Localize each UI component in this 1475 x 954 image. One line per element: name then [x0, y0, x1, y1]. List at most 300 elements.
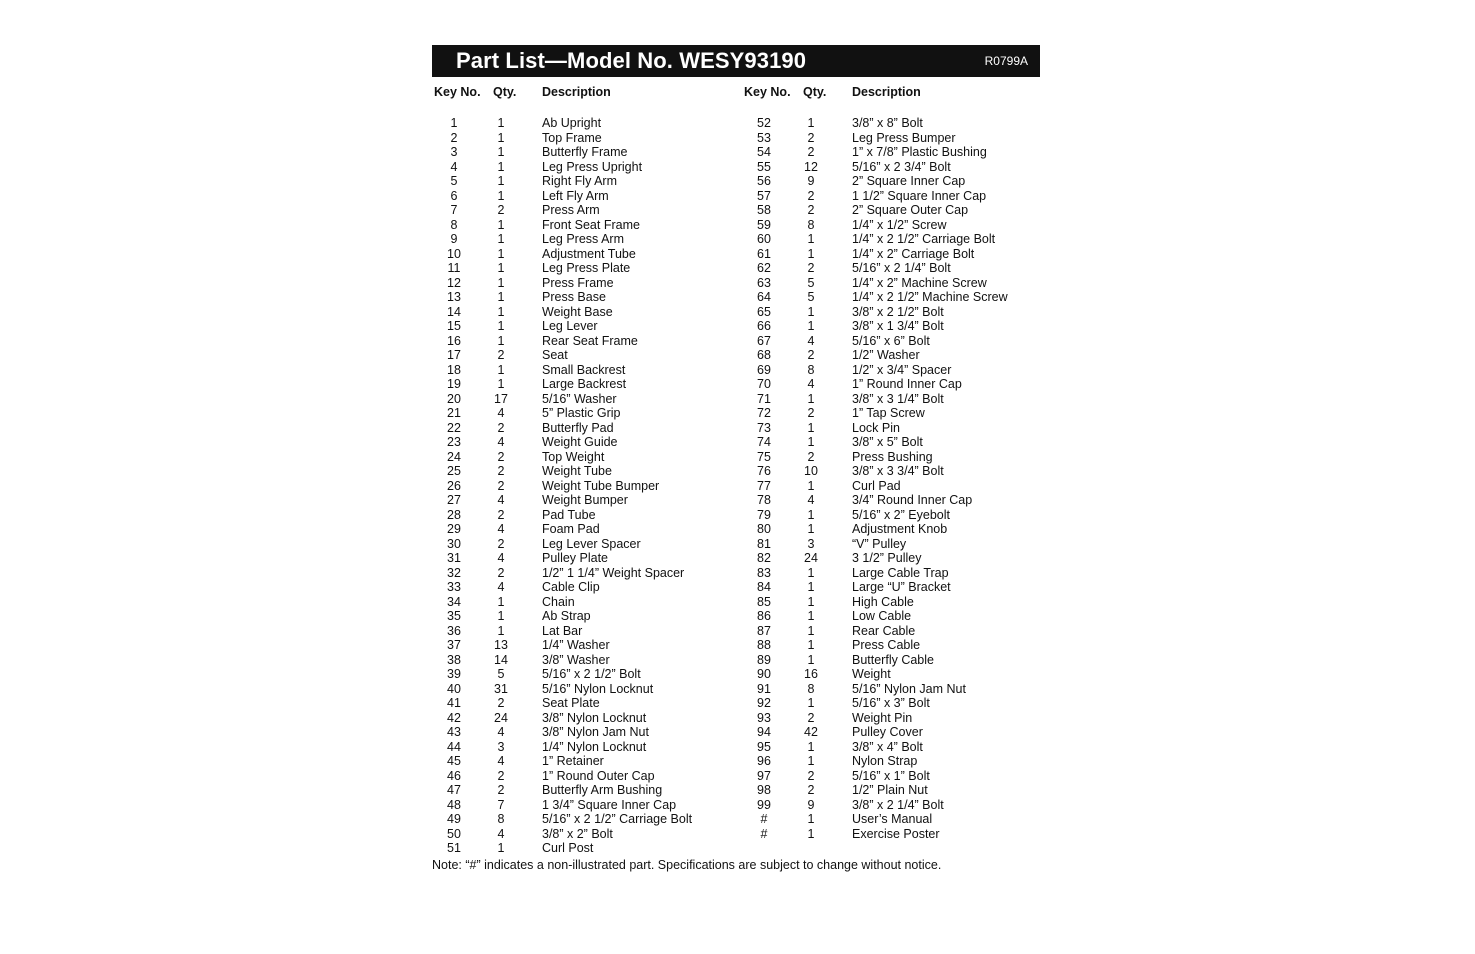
table-row — [432, 290, 732, 305]
table-row — [742, 812, 1042, 827]
table-row — [432, 595, 732, 610]
qty-cell: 4 — [497, 725, 505, 739]
qty-cell: 2 — [807, 145, 815, 159]
table-row — [742, 276, 1042, 291]
qty-cell: 1 — [497, 319, 505, 333]
qty-cell: 1 — [497, 609, 505, 623]
table-row — [742, 348, 1042, 363]
description-cell: Butterfly Cable — [852, 652, 934, 667]
description-cell: 3/8” x 2 1/2” Bolt — [852, 304, 944, 319]
key-no-cell: 39 — [447, 667, 461, 681]
qty-cell: 1 — [807, 826, 815, 841]
key-no-cell: 20 — [447, 391, 461, 406]
key-no-cell: 43 — [447, 725, 461, 739]
key-no-cell: 47 — [447, 783, 461, 797]
qty-cell: 1 — [807, 319, 815, 333]
key-no-cell: 83 — [757, 565, 771, 580]
qty-cell: 4 — [497, 406, 505, 420]
table-row — [742, 493, 1042, 508]
qty-cell: 2 — [807, 188, 815, 203]
key-no-cell: 30 — [447, 536, 461, 551]
description-cell: 3/4” Round Inner Cap — [852, 493, 973, 507]
qty-cell: 1 — [807, 420, 815, 435]
qty-header: Qty. — [803, 85, 827, 99]
qty-cell: 2 — [497, 507, 505, 522]
table-row — [432, 421, 732, 436]
table-row — [432, 131, 732, 146]
table-row — [432, 653, 732, 668]
key-no-cell: 1 — [450, 116, 458, 130]
description-cell: Weight Base — [542, 304, 613, 319]
table-row — [742, 508, 1042, 523]
table-row — [742, 189, 1042, 204]
table-row — [432, 711, 732, 726]
description-cell: 1 3/4” Square Inner Cap — [542, 797, 677, 812]
qty-cell: 1 — [807, 304, 815, 319]
qty-cell: 8 — [807, 217, 815, 232]
key-no-cell: # — [760, 812, 768, 826]
key-no-cell: 68 — [757, 348, 771, 362]
key-no-cell: 42 — [447, 710, 461, 725]
key-no-cell: 14 — [447, 304, 461, 319]
key-no-cell: 46 — [447, 768, 461, 783]
parts-rows-left — [432, 116, 732, 856]
key-no-cell: # — [760, 826, 768, 841]
key-no-cell: 72 — [757, 406, 771, 420]
key-no-cell: 36 — [447, 623, 461, 638]
table-row — [432, 609, 732, 624]
table-row — [742, 711, 1042, 726]
table-row — [432, 174, 732, 189]
key-no-cell: 67 — [757, 333, 771, 348]
table-row — [742, 218, 1042, 233]
qty-cell: 2 — [497, 449, 505, 464]
qty-cell: 2 — [497, 348, 505, 362]
qty-cell: 1 — [807, 594, 815, 609]
qty-cell: 2 — [807, 406, 815, 420]
table-row — [742, 638, 1042, 653]
qty-cell: 1 — [807, 739, 815, 754]
qty-cell: 4 — [807, 377, 815, 391]
description-cell: 5/16” x 2 1/4” Bolt — [852, 261, 951, 275]
table-row — [742, 305, 1042, 320]
table-row — [432, 638, 732, 653]
key-no-cell: 44 — [447, 739, 461, 754]
key-no-cell: 62 — [757, 261, 771, 275]
qty-cell: 1 — [497, 116, 505, 130]
key-no-cell: 75 — [757, 449, 771, 464]
key-no-cell: 81 — [757, 536, 771, 551]
qty-cell: 2 — [807, 261, 815, 275]
description-cell: Ab Upright — [542, 116, 602, 130]
description-cell: 5” Plastic Grip — [542, 406, 621, 420]
qty-cell: 1 — [807, 565, 815, 580]
qty-cell: 1 — [497, 145, 505, 159]
qty-cell: 1 — [807, 522, 815, 536]
table-row — [432, 203, 732, 218]
qty-cell: 2 — [497, 478, 505, 493]
description-cell: Weight Tube Bumper — [542, 478, 660, 493]
qty-cell: 4 — [807, 493, 815, 507]
description-cell: Adjustment Tube — [542, 246, 636, 261]
description-cell: 1” Round Outer Cap — [542, 768, 655, 783]
qty-cell: 10 — [804, 464, 818, 478]
description-cell: Small Backrest — [542, 362, 626, 377]
qty-cell: 1 — [807, 623, 815, 638]
qty-cell: 4 — [497, 754, 505, 768]
key-no-cell: 16 — [447, 333, 461, 348]
description-cell: 3 1/2” Pulley — [852, 551, 922, 565]
description-cell: 3/8” Washer — [542, 652, 610, 667]
table-row — [432, 435, 732, 450]
key-no-cell: 15 — [447, 319, 461, 333]
table-row — [742, 696, 1042, 711]
key-no-cell: 78 — [757, 493, 771, 507]
description-cell: Front Seat Frame — [542, 217, 640, 232]
key-no-cell: 87 — [757, 623, 771, 638]
document-code: R0799A — [984, 54, 1028, 68]
description-cell: 1/2” Washer — [852, 348, 920, 362]
table-header — [742, 85, 1042, 103]
description-cell: Large “U” Bracket — [852, 580, 951, 594]
description-cell: Leg Press Upright — [542, 159, 643, 174]
key-no-cell: 79 — [757, 507, 771, 522]
qty-cell: 3 — [497, 739, 505, 754]
qty-cell: 2 — [497, 536, 505, 551]
table-row — [742, 653, 1042, 668]
description-cell: 5/16” Washer — [542, 391, 617, 406]
qty-cell: 1 — [807, 580, 815, 594]
qty-cell: 1 — [807, 609, 815, 623]
table-row — [742, 377, 1042, 392]
qty-cell: 16 — [804, 667, 818, 681]
qty-cell: 12 — [804, 159, 818, 174]
qty-cell: 1 — [807, 232, 815, 246]
key-no-cell: 18 — [447, 362, 461, 377]
qty-cell: 7 — [497, 797, 505, 812]
description-header: Description — [852, 85, 921, 99]
qty-cell: 2 — [497, 783, 505, 797]
table-row — [742, 247, 1042, 262]
description-cell: 1/2” 1 1/4” Weight Spacer — [542, 565, 685, 580]
table-row — [742, 754, 1042, 769]
description-cell: 2” Square Inner Cap — [852, 174, 966, 188]
key-no-cell: 74 — [757, 435, 771, 449]
key-no-cell: 86 — [757, 609, 771, 623]
qty-cell: 2 — [807, 348, 815, 362]
description-cell: Leg Lever — [542, 319, 598, 333]
qty-cell: 3 — [807, 536, 815, 551]
key-no-cell: 54 — [757, 145, 771, 159]
description-cell: 1/4” x 2” Carriage Bolt — [852, 246, 975, 261]
qty-cell: 5 — [807, 275, 815, 290]
table-row — [432, 740, 732, 755]
description-cell: 2” Square Outer Cap — [852, 203, 969, 217]
qty-cell: 9 — [807, 174, 815, 188]
qty-cell: 2 — [497, 420, 505, 435]
key-no-cell: 59 — [757, 217, 771, 232]
table-row — [432, 827, 732, 842]
key-no-cell: 45 — [447, 754, 461, 768]
table-row — [742, 827, 1042, 842]
key-no-cell: 25 — [447, 464, 461, 478]
description-cell: 5/16” x 2 3/4” Bolt — [852, 159, 951, 174]
description-cell: 3/8” x 3 3/4” Bolt — [852, 464, 944, 478]
description-cell: Chain — [542, 594, 575, 609]
qty-cell: 24 — [494, 710, 508, 725]
key-no-cell: 32 — [447, 565, 461, 580]
description-cell: 1/2” x 3/4” Spacer — [852, 362, 952, 377]
key-no-cell: 58 — [757, 203, 771, 217]
table-row — [742, 421, 1042, 436]
key-no-cell: 23 — [447, 435, 461, 449]
description-cell: Curl Post — [542, 841, 594, 855]
table-row — [742, 566, 1042, 581]
qty-cell: 14 — [494, 652, 508, 667]
table-row — [432, 247, 732, 262]
key-no-cell: 4 — [450, 159, 458, 174]
qty-cell: 1 — [497, 377, 505, 391]
table-row — [742, 261, 1042, 276]
key-no-cell: 26 — [447, 478, 461, 493]
description-cell: 5/16” Nylon Jam Nut — [852, 681, 966, 696]
key-no-cell: 21 — [447, 406, 461, 420]
table-row — [432, 348, 732, 363]
table-row — [742, 334, 1042, 349]
key-no-cell: 97 — [757, 768, 771, 783]
table-row — [432, 363, 732, 378]
description-cell: 1/4” x 2 1/2” Machine Screw — [852, 290, 1008, 304]
table-row — [742, 609, 1042, 624]
key-no-cell: 92 — [757, 696, 771, 710]
description-cell: Butterfly Frame — [542, 145, 628, 159]
table-row — [432, 276, 732, 291]
description-cell: Exercise Poster — [852, 826, 940, 841]
key-no-cell: 66 — [757, 319, 771, 333]
table-row — [432, 189, 732, 204]
table-row — [432, 116, 732, 131]
key-no-cell: 17 — [447, 348, 461, 362]
qty-cell: 1 — [497, 130, 505, 145]
description-cell: Weight Bumper — [542, 493, 628, 507]
description-cell: Butterfly Arm Bushing — [542, 783, 663, 797]
key-no-cell: 71 — [757, 391, 771, 406]
qty-cell: 1 — [497, 275, 505, 290]
table-row — [432, 479, 732, 494]
description-cell: Leg Lever Spacer — [542, 536, 641, 551]
qty-cell: 1 — [497, 362, 505, 377]
description-cell: 3/8” x 3 1/4” Bolt — [852, 391, 944, 406]
qty-cell: 2 — [497, 565, 505, 580]
key-no-cell: 70 — [757, 377, 771, 391]
table-row — [742, 667, 1042, 682]
qty-cell: 24 — [804, 551, 818, 565]
qty-cell: 5 — [807, 290, 815, 304]
table-row — [432, 232, 732, 247]
qty-cell: 2 — [497, 464, 505, 478]
table-row — [742, 319, 1042, 334]
qty-cell: 1 — [807, 754, 815, 768]
qty-cell: 2 — [807, 710, 815, 725]
description-cell: 1/4” x 2” Machine Screw — [852, 275, 987, 290]
key-no-cell: 52 — [757, 116, 771, 130]
table-row — [742, 783, 1042, 798]
table-row — [432, 667, 732, 682]
description-header: Description — [542, 85, 611, 99]
description-cell: 3/8” x 2 1/4” Bolt — [852, 797, 944, 812]
description-cell: Lat Bar — [542, 623, 583, 638]
description-cell: Large Backrest — [542, 377, 627, 391]
key-no-cell: 2 — [450, 130, 458, 145]
qty-cell: 8 — [497, 812, 505, 826]
qty-cell: 31 — [494, 681, 508, 696]
table-row — [432, 783, 732, 798]
table-row — [432, 551, 732, 566]
footnote: Note: “#” indicates a non-illustrated part. Specifications are subject to change without notice. — [432, 858, 942, 872]
qty-cell: 4 — [497, 551, 505, 565]
table-row — [742, 479, 1042, 494]
table-row — [432, 450, 732, 465]
key-no-cell: 34 — [447, 594, 461, 609]
description-cell: Seat Plate — [542, 696, 600, 710]
key-no-cell: 51 — [447, 841, 461, 855]
table-row — [742, 798, 1042, 813]
key-no-cell: 48 — [447, 797, 461, 812]
description-cell: Rear Seat Frame — [542, 333, 638, 348]
key-no-cell: 89 — [757, 652, 771, 667]
key-no-cell: 93 — [757, 710, 771, 725]
key-no-cell: 69 — [757, 362, 771, 377]
description-cell: “V” Pulley — [852, 536, 907, 551]
key-no-cell: 53 — [757, 130, 771, 145]
key-no-cell: 50 — [447, 826, 461, 841]
table-row — [432, 537, 732, 552]
table-row — [742, 769, 1042, 784]
key-no-cell: 8 — [450, 217, 458, 232]
table-row — [432, 725, 732, 740]
key-no-cell: 7 — [450, 203, 458, 217]
description-cell: Curl Pad — [852, 478, 901, 493]
key-no-cell: 24 — [447, 449, 461, 464]
key-no-cell: 37 — [447, 638, 461, 652]
key-no-cell: 65 — [757, 304, 771, 319]
qty-cell: 42 — [804, 725, 818, 739]
description-cell: 1” Round Inner Cap — [852, 377, 962, 391]
qty-cell: 1 — [807, 246, 815, 261]
qty-cell: 1 — [497, 246, 505, 261]
key-no-cell: 22 — [447, 420, 461, 435]
table-row — [742, 725, 1042, 740]
table-row — [742, 464, 1042, 479]
key-no-cell: 33 — [447, 580, 461, 594]
description-cell: 1/4” Nylon Locknut — [542, 739, 647, 754]
key-no-cell: 73 — [757, 420, 771, 435]
parts-table-right — [742, 85, 1042, 841]
table-row — [432, 319, 732, 334]
key-no-cell: 38 — [447, 652, 461, 667]
key-no-cell: 10 — [447, 246, 461, 261]
description-cell: Ab Strap — [542, 609, 591, 623]
table-row — [742, 160, 1042, 175]
description-cell: 1 1/2” Square Inner Cap — [852, 188, 987, 203]
description-cell: 1” x 7/8” Plastic Bushing — [852, 145, 987, 159]
table-row — [742, 624, 1042, 639]
table-row — [432, 566, 732, 581]
description-cell: Top Frame — [542, 130, 602, 145]
table-row — [742, 232, 1042, 247]
table-row — [432, 696, 732, 711]
description-cell: Left Fly Arm — [542, 188, 609, 203]
qty-cell: 4 — [497, 522, 505, 536]
key-no-cell: 84 — [757, 580, 771, 594]
description-cell: Pulley Cover — [852, 725, 923, 739]
description-cell: 1/4” x 1/2” Screw — [852, 217, 947, 232]
qty-cell: 9 — [807, 797, 815, 812]
key-no-cell: 49 — [447, 812, 461, 826]
key-no-cell: 35 — [447, 609, 461, 623]
description-cell: 3/8” x 5” Bolt — [852, 435, 923, 449]
key-no-cell: 85 — [757, 594, 771, 609]
key-no-cell: 96 — [757, 754, 771, 768]
qty-cell: 1 — [497, 261, 505, 275]
key-no-cell: 82 — [757, 551, 771, 565]
table-row — [742, 392, 1042, 407]
description-cell: Weight Tube — [542, 464, 612, 478]
key-no-cell: 90 — [757, 667, 771, 681]
page-title: Part List—Model No. WESY93190 — [456, 48, 807, 73]
table-row — [432, 464, 732, 479]
parts-table-left — [432, 85, 732, 856]
qty-cell: 2 — [497, 696, 505, 710]
description-cell: Leg Press Bumper — [852, 130, 956, 145]
qty-cell: 1 — [497, 188, 505, 203]
description-cell: Press Base — [542, 290, 606, 304]
qty-cell: 1 — [497, 232, 505, 246]
key-no-cell: 63 — [757, 275, 771, 290]
table-row — [432, 493, 732, 508]
description-cell: Low Cable — [852, 609, 912, 623]
key-no-cell: 56 — [757, 174, 771, 188]
key-no-cell: 41 — [447, 696, 461, 710]
qty-cell: 1 — [807, 478, 815, 493]
description-cell: Butterfly Pad — [542, 420, 614, 435]
key-no-header: Key No. — [744, 85, 791, 99]
description-cell: 1/2” Plain Nut — [852, 783, 928, 797]
qty-cell: 1 — [497, 217, 505, 232]
key-no-cell: 40 — [447, 681, 461, 696]
qty-cell: 1 — [497, 174, 505, 188]
key-no-cell: 28 — [447, 507, 461, 522]
key-no-header: Key No. — [434, 85, 481, 99]
qty-cell: 2 — [497, 203, 505, 217]
qty-cell: 2 — [807, 783, 815, 797]
qty-cell: 1 — [807, 652, 815, 667]
qty-cell: 1 — [497, 841, 505, 855]
description-cell: Weight — [852, 667, 891, 681]
qty-cell: 1 — [807, 696, 815, 710]
description-cell: 1” Retainer — [542, 754, 604, 768]
key-no-cell: 27 — [447, 493, 461, 507]
table-row — [742, 131, 1042, 146]
table-row — [742, 145, 1042, 160]
table-row — [742, 522, 1042, 537]
table-row — [742, 450, 1042, 465]
table-row — [432, 406, 732, 421]
description-cell: Leg Press Plate — [542, 261, 631, 275]
qty-cell: 1 — [497, 159, 505, 174]
key-no-cell: 13 — [447, 290, 461, 304]
qty-header: Qty. — [493, 85, 517, 99]
